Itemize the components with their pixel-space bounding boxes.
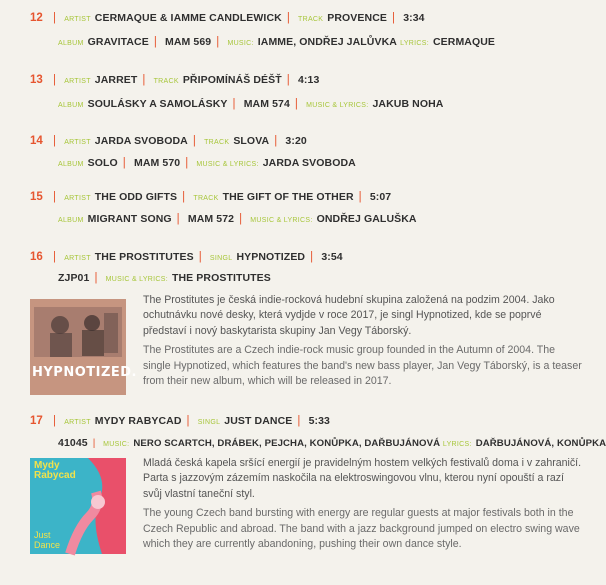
artist-name: MYDY RABYCAD bbox=[94, 415, 182, 427]
catalog-number: MAM 569 bbox=[165, 36, 212, 48]
album-name: GRAVITACE bbox=[87, 36, 149, 48]
track-duration: 5:33 bbox=[308, 415, 330, 427]
track-label: TRACK bbox=[193, 195, 219, 202]
track-12-album: ALBUM GRAVITACE | MAM 569 | MUSIC: IAMME, ONDŘEJ JALŮVKA LYRICS: CERMAQUE bbox=[58, 36, 496, 48]
track-label: TRACK bbox=[204, 139, 230, 146]
track-title: JUST DANCE bbox=[224, 415, 293, 427]
track-duration: 3:34 bbox=[403, 12, 425, 24]
music-lyrics-credit: THE PROSTITUTES bbox=[171, 272, 271, 284]
artist-label: ARTIST bbox=[64, 139, 91, 146]
description-english: The Prostitutes are a Czech indie-rock music group founded in the Autumn of 2004. The single Hypnotized, which features the band's new bass player, Jan Vegy Táborský, is a teaser from their new album, which will be released in 2017. bbox=[143, 344, 582, 388]
album-label: ALBUM bbox=[58, 102, 84, 109]
music-lyrics-label: MUSIC & LYRICS: bbox=[306, 102, 369, 109]
album-cover-just-dance bbox=[30, 458, 126, 554]
track-17-description bbox=[143, 456, 583, 556]
description-czech: Mladá česká kapela sršící energií je pravidelným hostem velkých festivalů doma i v zahraničí. Parta s jazzovým zázemím naskočila na elektroswingovou vlnu, kterou nyní opouští a razí svůj vlastní taneční styl. bbox=[143, 457, 582, 500]
catalog-number: 41045 bbox=[58, 437, 88, 449]
music-lyrics-credit: JARDA SVOBODA bbox=[262, 157, 356, 169]
cover-band-name: Mydy Rabycad bbox=[34, 460, 76, 481]
music-credit: NERO SCARTCH, DRÁBEK, PEJCHA, KONŮPKA, DAŘBUJÁNOVÁ bbox=[133, 438, 441, 449]
album-label: ALBUM bbox=[58, 40, 84, 47]
track-title: SLOVA bbox=[233, 135, 270, 147]
music-lyrics-credit: JAKUB NOHA bbox=[372, 98, 444, 110]
music-lyrics-label: MUSIC & LYRICS: bbox=[105, 276, 168, 283]
music-label: MUSIC: bbox=[103, 441, 130, 448]
lyrics-credit: DAŘBUJÁNOVÁ, KONŮPKA bbox=[475, 438, 606, 449]
track-duration: 5:07 bbox=[369, 191, 392, 203]
artist-name: CERMAQUE & IAMME CANDLEWICK bbox=[94, 12, 282, 24]
cover-title: HYPNOTIZED. bbox=[32, 365, 137, 380]
artist-name: THE PROSTITUTES bbox=[94, 251, 194, 263]
artist-label: ARTIST bbox=[64, 78, 91, 85]
artist-name: JARDA SVOBODA bbox=[94, 135, 188, 147]
track-14-album: ALBUM SOLO | MAM 570 | MUSIC & LYRICS: JARDA SVOBODA bbox=[58, 157, 356, 169]
track-15-header: 15 | ARTIST THE ODD GIFTS | TRACK THE GIFT OF THE OTHER | 5:07 bbox=[30, 191, 392, 203]
catalog-number: MAM 570 bbox=[133, 157, 181, 169]
lyrics-label: LYRICS: bbox=[442, 441, 472, 448]
track-title: HYPNOTIZED bbox=[236, 251, 306, 263]
track-16-description bbox=[143, 293, 583, 393]
track-13-header: 13 | ARTIST JARRET | TRACK PŘIPOMÍNÁŠ DÉŠŤ | 4:13 bbox=[30, 74, 320, 86]
album-name: SOLO bbox=[87, 157, 118, 169]
band-photo-image bbox=[30, 299, 137, 395]
music-lyrics-label: MUSIC & LYRICS: bbox=[250, 217, 313, 224]
album-name: SOULÁSKY A SAMOLÁSKY bbox=[87, 98, 228, 110]
track-title: PŘIPOMÍNÁŠ DÉŠŤ bbox=[182, 74, 282, 86]
track-13-album: ALBUM SOULÁSKY A SAMOLÁSKY | MAM 574 | MUSIC & LYRICS: JAKUB NOHA bbox=[58, 98, 444, 110]
music-lyrics-label: MUSIC & LYRICS: bbox=[196, 161, 259, 168]
singl-label: SINGL bbox=[209, 255, 233, 262]
catalog-number: MAM 572 bbox=[187, 213, 235, 225]
track-number: 16 bbox=[30, 251, 43, 263]
catalog-number: ZJP01 bbox=[58, 272, 90, 284]
track-17-catalog: 41045 | MUSIC: NERO SCARTCH, DRÁBEK, PEJCHA, KONŮPKA, DAŘBUJÁNOVÁ LYRICS: DAŘBUJÁNOVÁ, KONŮPKA bbox=[58, 437, 606, 449]
track-number: 12 bbox=[30, 12, 43, 24]
description-english: The young Czech band bursting with energy are regular guests at major festivals both in the Czech Republic and abroad. The band with a jazz background jumped on electro swing wave which they are currently abandoning, pushing their own dance style. bbox=[143, 507, 580, 551]
track-14-header: 14 | ARTIST JARDA SVOBODA | TRACK SLOVA | 3:20 bbox=[30, 135, 307, 147]
artist-name: JARRET bbox=[94, 74, 138, 86]
artist-label: ARTIST bbox=[64, 195, 91, 202]
music-lyrics-credit: ONDŘEJ GALUŠKA bbox=[316, 213, 417, 225]
cover-track-title: Just Dance bbox=[34, 530, 61, 550]
track-duration: 3:20 bbox=[285, 135, 307, 147]
track-duration: 4:13 bbox=[297, 74, 320, 86]
track-15-album: ALBUM MIGRANT SONG | MAM 572 | MUSIC & LYRICS: ONDŘEJ GALUŠKA bbox=[58, 213, 417, 225]
artist-name: THE ODD GIFTS bbox=[94, 191, 178, 203]
track-title: PROVENCE bbox=[327, 12, 387, 24]
track-number: 17 bbox=[30, 415, 43, 427]
description-czech: The Prostitutes je česká indie-rocková hudební skupina založená na podzim 2004. Jako ochutnávku nové desky, která vydjde v roce 2017, je singl Hypnotized, kde se poprvé představí i nový baskytarista skupiny Jan Vegy Táborský. bbox=[143, 294, 555, 337]
lyrics-label: LYRICS: bbox=[400, 40, 429, 47]
track-17-header: 17 | ARTIST MYDY RABYCAD | SINGL JUST DANCE | 5:33 bbox=[30, 415, 330, 427]
track-title: THE GIFT OF THE OTHER bbox=[222, 191, 354, 203]
music-credit: IAMME, ONDŘEJ JALŮVKA bbox=[257, 36, 397, 48]
track-16-catalog: ZJP01 | MUSIC & LYRICS: THE PROSTITUTES bbox=[58, 272, 271, 284]
artist-label: ARTIST bbox=[64, 255, 91, 262]
artist-label: ARTIST bbox=[64, 419, 91, 426]
track-label: TRACK bbox=[153, 78, 179, 85]
artist-label: ARTIST bbox=[64, 16, 91, 23]
catalog-number: MAM 574 bbox=[243, 98, 290, 110]
music-label: MUSIC: bbox=[227, 40, 254, 47]
track-label: TRACK bbox=[298, 16, 324, 23]
track-16-header: 16 | ARTIST THE PROSTITUTES | SINGL HYPNOTIZED | 3:54 bbox=[30, 251, 343, 263]
track-12-header: 12 | ARTIST CERMAQUE & IAMME CANDLEWICK | TRACK PROVENCE | 3:34 bbox=[30, 12, 425, 24]
album-label: ALBUM bbox=[58, 161, 84, 168]
album-cover-hypnotized bbox=[30, 299, 137, 395]
track-number: 15 bbox=[30, 191, 43, 203]
track-number: 13 bbox=[30, 74, 43, 86]
album-name: MIGRANT SONG bbox=[87, 213, 172, 225]
track-duration: 3:54 bbox=[321, 251, 343, 263]
lyrics-credit: CERMAQUE bbox=[432, 36, 496, 48]
singl-label: SINGL bbox=[197, 419, 221, 426]
album-label: ALBUM bbox=[58, 217, 84, 224]
track-number: 14 bbox=[30, 135, 43, 147]
